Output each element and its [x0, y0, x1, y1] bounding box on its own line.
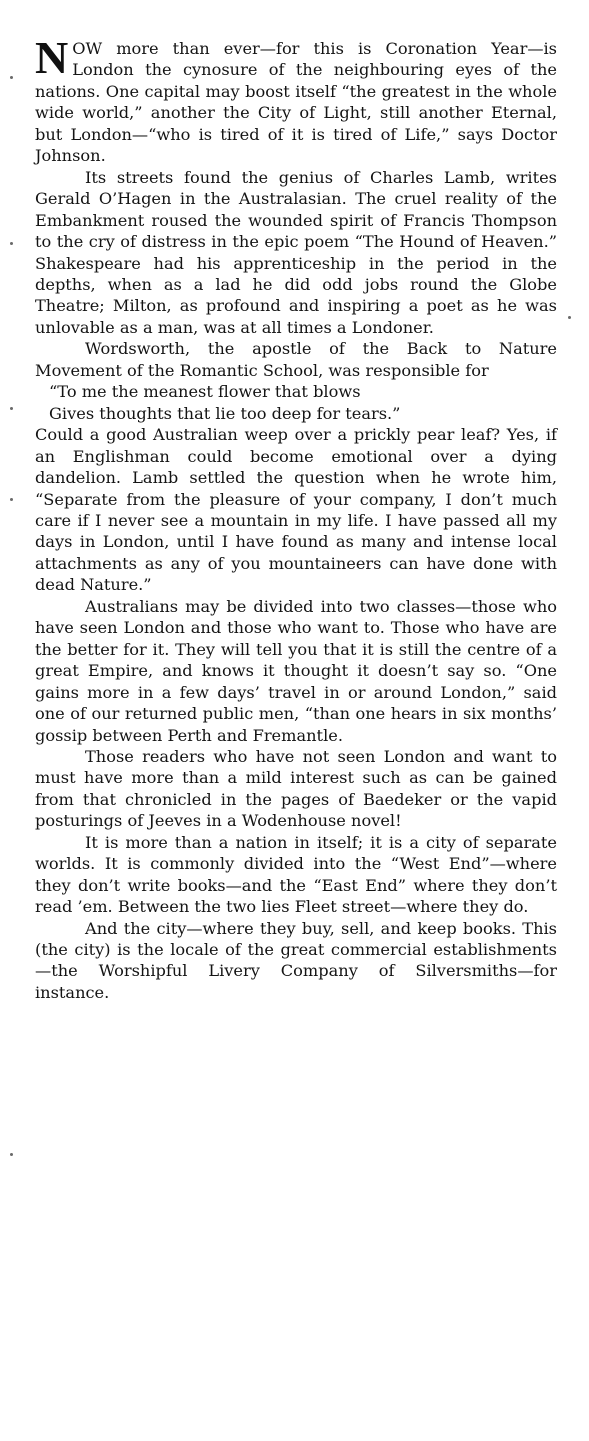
drop-cap: N: [35, 32, 69, 83]
scan-speck: [10, 242, 13, 245]
scan-speck: [10, 76, 13, 79]
paragraph-4: Could a good Australian weep over a prickly pear leaf? Yes, if an Englishman could become emotional over a dying dandelion. Lamb settled the question when he wrote him, “Separate from the pleasure of your company, I don’t much care if I never see a mountain in my life. I have passed all my days in London, until I have found as many and intense local attachments as any of you mountaineers can have done with dead Nature.”: [35, 425, 557, 595]
paragraph-7: It is more than a nation in itself; it is a city of separate worlds. It is commonly divided into the “West End”—where they don’t write books—and the “East End” where they don’t read ’em. Between the two lies Fleet street—where they do.: [35, 832, 557, 917]
paragraph-6: Those readers who have not seen London and want to must have more than a mild interest such as can be gained from that chronicled in the pages of Baedeker or the vapid posturings of Jeeves in a Wodenhouse novel!: [35, 746, 557, 831]
scan-speck: [10, 1153, 13, 1156]
verse-line-2: Gives thoughts that lie too deep for tears.”: [49, 403, 401, 423]
paragraph-8: And the city—where they buy, sell, and keep books. This (the city) is the locale of the great commercial establishments—the Worshipful Livery Company of Silversmiths—for instance.: [35, 918, 557, 1002]
scan-speck: [10, 407, 13, 410]
paragraph-2: Its streets found the genius of Charles Lamb, writes Gerald O’Hagen in the Australasian. The cruel reality of the Embankment roused the wounded spirit of Francis Thompson to the cry of distress in the epic poem “The Hound of Heaven.” Shakespeare had his apprenticeship in the period in the depths, when as a lad he did odd jobs round the Globe Theatre; Milton, as profound and inspiring a poet as he was unlovable as a man, was at all times a Londoner.: [35, 167, 557, 337]
quoted-verse: [35, 381, 557, 424]
paragraph-1-text: OW more than ever—for this is Coronation Year—is London the cynosure of the neighbouring eyes of the nations. One capital may boost itself “the greatest in the whole wide world,” another the City of Light, still another Eternal, but London—“who is tired of it is tired of Life,” says Doctor Johnson.: [35, 39, 557, 166]
article-column: [35, 32, 557, 1003]
paragraph-1: [35, 32, 557, 167]
paragraph-3: Wordsworth, the apostle of the Back to Nature Movement of the Romantic School, was responsible for: [35, 339, 557, 380]
paragraph-5: Australians may be divided into two classes—those who have seen London and those who want to. Those who have are the better for it. They will tell you that it is still the centre of a great Empire, and knows it thought it doesn’t say so. “One gains more in a few days’ travel in or around London,” said one of our returned public men, “than one hears in six months’ gossip between Perth and Fremantle.: [35, 596, 557, 745]
verse-line-1: “To me the meanest flower that blows: [49, 382, 361, 402]
scan-speck: [568, 316, 571, 319]
scan-speck: [10, 498, 13, 501]
